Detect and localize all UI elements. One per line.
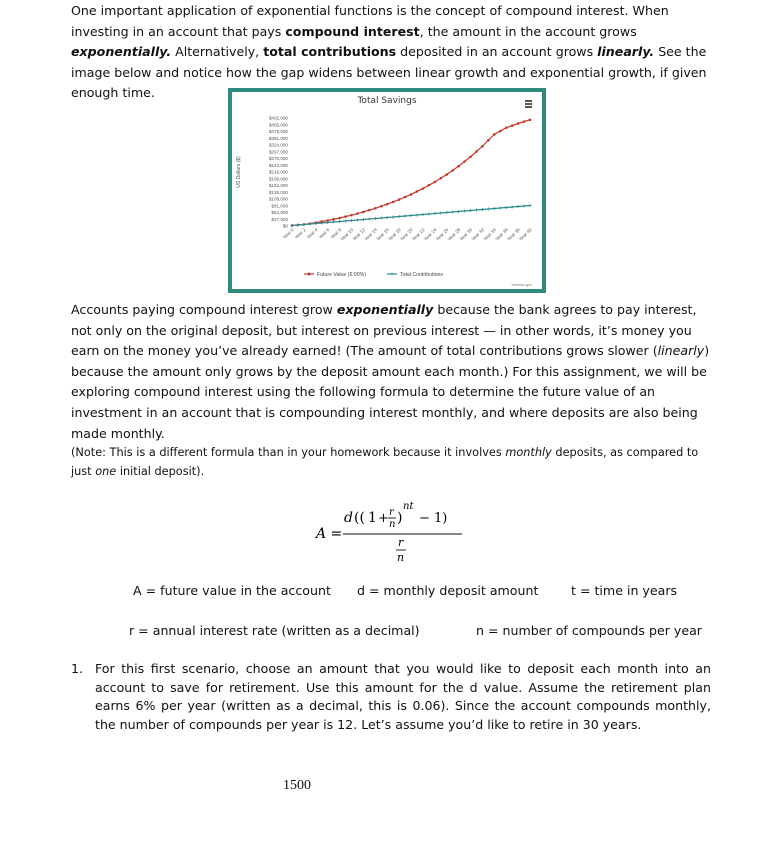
x-tick-label: Year 36 (494, 227, 509, 242)
contribution-point (296, 224, 299, 227)
contribution-point (344, 220, 347, 223)
note-paragraph (71, 443, 711, 481)
definition-a: A = future value in the account (133, 583, 331, 598)
y-tick-label: $378,000 (268, 129, 288, 135)
x-tick-label: Year 6 (317, 227, 331, 240)
y-tick-label: $351,000 (268, 135, 288, 141)
y-tick-label: $108,000 (268, 196, 288, 202)
x-tick-label: Year 14 (363, 227, 379, 242)
contribution-point (415, 214, 418, 217)
y-tick-label: $54,000 (271, 210, 288, 216)
future-value-point (439, 177, 442, 180)
contribution-point (445, 211, 448, 214)
future-value-point (451, 169, 454, 172)
contribution-point (362, 218, 365, 221)
contribution-point (499, 207, 502, 210)
y-tick-label: $189,000 (268, 176, 288, 182)
y-tick-label: $27,000 (271, 216, 288, 222)
x-tick-label: Year 8 (329, 227, 343, 240)
text: , the amount in the account grows (419, 23, 637, 39)
text: initial deposit). (116, 465, 205, 478)
formula-den-n: n (397, 551, 405, 564)
question-text: For this first scenario, choose an amount that you would like to deposit each month into an account to save for retirement. Use this amount for the d value. Assume the retirement plan earns 6% per year (written as a decimal, this is 0.06). Since the account compounds monthly, the number of compounds per year is 12. Let’s assume you’d like to retire in 30 years. (95, 661, 711, 732)
contribution-point (392, 216, 395, 219)
future-value-point (374, 207, 377, 210)
future-value-point (428, 184, 431, 187)
x-tick-label: Year 18 (387, 227, 402, 242)
text: (Note: This is a different formula than in your homework because it involves (71, 446, 506, 459)
italic-term: linearly (657, 343, 705, 359)
x-tick-label: Year 4 (305, 227, 319, 240)
future-value-point (505, 126, 508, 129)
contribution-point (350, 219, 353, 222)
contribution-point (356, 219, 359, 222)
text: One important application of exponential functions is the concept of compound interest. When investing in an account that pays (71, 3, 669, 39)
italic-term: one (95, 465, 117, 478)
x-tick-label: Year 26 (434, 227, 450, 242)
future-value-point (416, 190, 419, 193)
future-value-point (362, 211, 365, 214)
contribution-point (451, 211, 454, 214)
bold-term: compound interest (285, 23, 420, 39)
formula-plus: + (378, 511, 389, 526)
answer-value: 1500 (283, 778, 311, 793)
formula-d: d (344, 510, 353, 526)
formula-inner-n: n (389, 519, 396, 530)
chart-title: Total Savings (357, 96, 417, 106)
contribution-point (302, 223, 305, 226)
x-tick-label: Year 20 (399, 227, 414, 242)
y-tick-label: $243,000 (268, 162, 288, 168)
x-tick-label: Year 12 (351, 227, 367, 242)
contribution-point (457, 210, 460, 213)
future-value-point (344, 215, 347, 218)
definition-r: r = annual interest rate (written as a decimal) (129, 623, 420, 638)
x-tick-label: Year 22 (410, 227, 426, 242)
legend-marker (391, 273, 394, 276)
future-value-point (410, 193, 413, 196)
contribution-point (511, 206, 514, 209)
formula-exponent: nt (403, 501, 414, 512)
future-value-point (380, 205, 383, 208)
formula-close-paren: ) (397, 510, 403, 526)
future-value-point (350, 214, 353, 217)
x-tick-label: Year 0 (281, 227, 295, 240)
contribution-point (380, 217, 383, 220)
formula-den-r: r (398, 536, 404, 549)
future-value-point (475, 150, 478, 153)
chart-plot (232, 92, 542, 289)
italic-term: linearly. (597, 44, 655, 60)
contribution-point (469, 209, 472, 212)
contribution-point (463, 210, 466, 213)
formula-one: 1 (368, 510, 377, 526)
contribution-point (505, 206, 508, 209)
y-tick-label: $135,000 (268, 189, 288, 195)
text: deposits, as compared to just (71, 446, 699, 478)
contribution-point (421, 213, 424, 216)
contribution-point (386, 216, 389, 219)
definition-n: n = number of compounds per year (476, 623, 702, 638)
contribution-point (398, 215, 401, 218)
x-tick-label: Year 30 (458, 227, 474, 242)
text: Alternatively, (171, 44, 264, 60)
contribution-point (523, 205, 526, 208)
x-tick-label: Year 40 (518, 227, 533, 242)
contribution-point (529, 204, 532, 207)
future-value-point (332, 218, 335, 221)
future-value-point (445, 173, 448, 176)
future-value-point (422, 187, 425, 190)
formula-minus-one: − 1) (419, 511, 448, 526)
future-value-point (398, 198, 401, 201)
y-tick-label: $405,000 (268, 122, 288, 128)
contribution-point (517, 205, 520, 208)
contribution-point (439, 212, 442, 215)
future-value-point (493, 133, 496, 136)
y-tick-label: $297,000 (268, 149, 288, 155)
future-value-point (487, 139, 490, 142)
italic-term: monthly (505, 446, 552, 459)
text: because the bank agrees to pay interest, not only on the original deposit, but interest on previous interest — in other words, it’s money you earn on the money you’ve already earned! (The amount of total contributions grows slower ( (71, 302, 697, 359)
formula-lhs: A = (316, 526, 343, 542)
total-savings-chart (228, 88, 546, 293)
question-1 (71, 660, 711, 734)
question-number: 1. (71, 661, 84, 676)
contribution-point (326, 221, 329, 224)
contribution-point (291, 224, 294, 227)
text: See the image below and notice how the gap widens between linear growth and exponential growth, if given enough time. (71, 44, 707, 101)
text: ) because the amount only grows by the deposit amount each month.) For this assignment, we will be exploring compound interest using the following formula to determine the future value of an investment in an account that is compounding interest monthly, and where deposits are also being made monthly. (71, 343, 710, 441)
y-axis-label: US Dollars ($) (236, 156, 242, 188)
future-value-point (469, 156, 472, 159)
italic-term: exponentially. (71, 44, 172, 60)
x-tick-label: Year 32 (470, 227, 486, 242)
contribution-point (493, 207, 496, 210)
future-value-point (404, 196, 407, 199)
contribution-point (410, 214, 413, 217)
definition-t: t = time in years (571, 583, 678, 598)
y-tick-label: $270,000 (268, 156, 288, 162)
future-value-point (529, 118, 532, 121)
x-tick-label: Year 2 (293, 227, 307, 240)
italic-term: exponentially (336, 302, 434, 317)
future-value-point (499, 130, 502, 133)
x-tick-label: Year 28 (446, 227, 462, 242)
future-value-point (392, 201, 395, 204)
legend-marker (308, 273, 311, 276)
future-value-point (511, 124, 514, 127)
future-value-point (368, 209, 371, 212)
future-value-point (517, 122, 520, 125)
contribution-point (368, 218, 371, 221)
future-value-point (434, 181, 437, 184)
y-tick-label: $432,000 (268, 115, 288, 121)
future-value-point (463, 160, 466, 163)
y-tick-label: $216,000 (268, 169, 288, 175)
future-value-point (338, 217, 341, 220)
y-tick-label: $324,000 (268, 142, 288, 148)
formula-open-paren: (( (354, 510, 365, 526)
contribution-point (338, 220, 341, 223)
x-tick-label: Year 34 (482, 227, 498, 242)
chart-credit: Investor.gov (511, 283, 532, 287)
bold-term: total contributions (263, 44, 397, 60)
contribution-point (481, 208, 484, 211)
future-value-formula (316, 498, 466, 572)
x-tick-label: Year 24 (422, 227, 438, 242)
legend-label: Future Value (6.00%) (317, 271, 366, 278)
text: Accounts paying compound interest grow (71, 302, 337, 317)
future-value-point (481, 145, 484, 148)
contribution-point (404, 215, 407, 218)
text: deposited in an account grows (396, 44, 598, 60)
future-value-point (457, 165, 460, 168)
future-value-point (523, 120, 526, 123)
explanation-paragraph (71, 300, 711, 444)
x-tick-label: Year 10 (339, 227, 355, 242)
legend-label: Total Contributions (400, 271, 443, 278)
future-value-point (356, 212, 359, 215)
definition-d: d = monthly deposit amount (357, 583, 539, 598)
future-value-point (386, 203, 389, 206)
formula-inner-r: r (389, 507, 394, 518)
contribution-point (475, 209, 478, 212)
contribution-point (374, 217, 377, 220)
x-tick-label: Year 38 (506, 227, 521, 242)
y-tick-label: $0 (282, 223, 288, 229)
x-tick-label: Year 16 (375, 227, 390, 242)
y-tick-label: $81,000 (271, 203, 288, 209)
contribution-point (433, 212, 436, 215)
y-tick-label: $162,000 (268, 183, 288, 189)
contribution-point (427, 213, 430, 216)
contribution-point (332, 221, 335, 224)
contribution-point (487, 208, 490, 211)
